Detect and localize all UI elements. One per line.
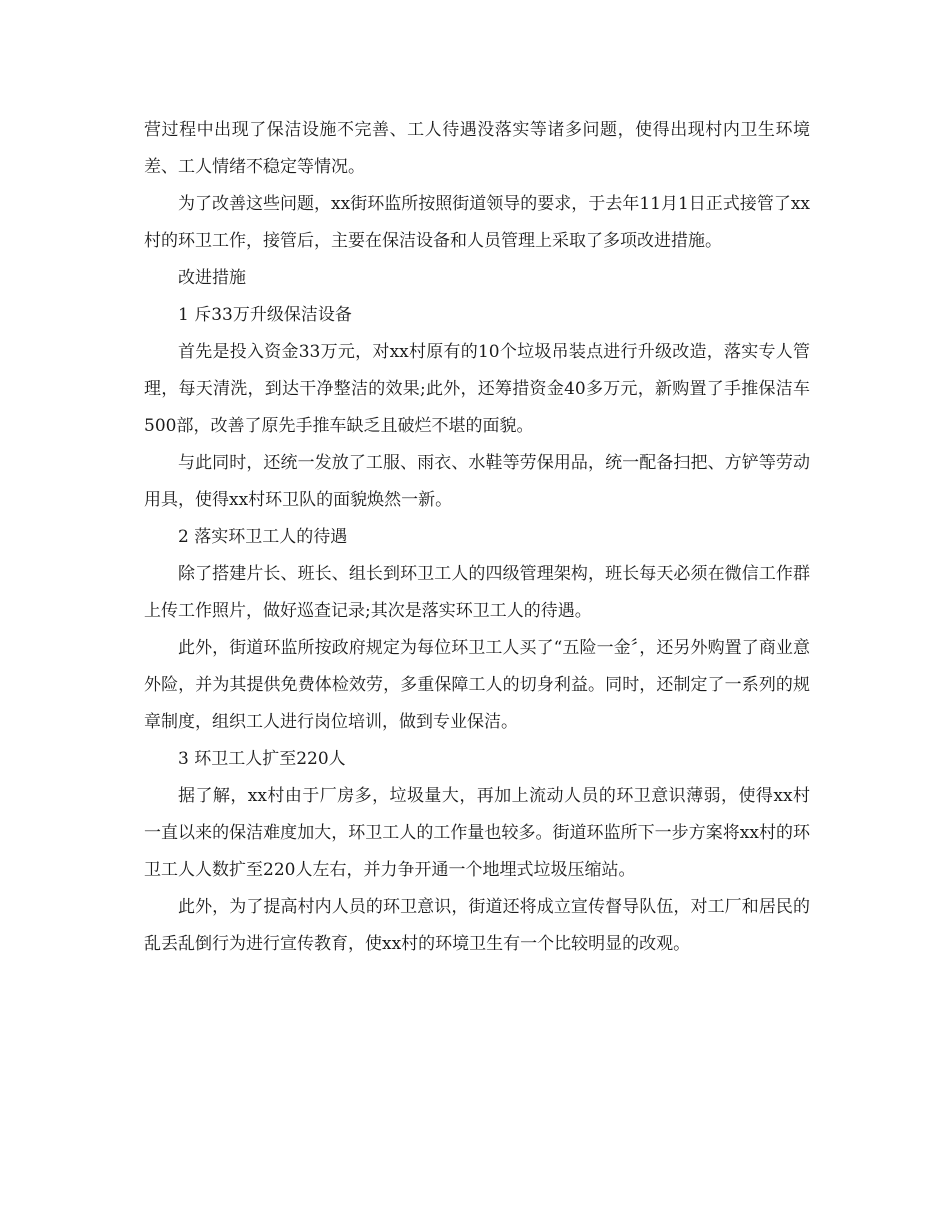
section-heading-1: 1 斥33万升级保洁设备 [178, 305, 352, 325]
paragraph-equipment-investment: 首先是投入资金33万元，对xx村原有的10个垃圾吊装点进行升级改造，落实专人管理，每天清洗，到达干净整洁的效果;此外，还筹措资金40多万元，新购置了手推保洁车500部，改善了原先手推车缺乏且破烂不堪的面貌。 [144, 342, 810, 436]
paragraph-1: 营过程中出现了保洁设施不完善、工人待遇没落实等诸多问题，使得出现村内卫生环境差、工人情绪不稳定等情况。 [144, 120, 810, 177]
paragraph-management: 除了搭建片长、班长、组长到环卫工人的四级管理架构，班长每天必须在微信工作群上传工作照片，做好巡查记录;其次是落实环卫工人的待遇。 [144, 564, 810, 621]
paragraph-awareness: 此外，为了提高村内人员的环卫意识，街道还将成立宣传督导队伍，对工厂和居民的乱丢乱倒行为进行宣传教育，使xx村的环境卫生有一个比较明显的改观。 [144, 897, 810, 954]
paragraph-insurance: 此外，街道环监所按政府规定为每位环卫工人买了“五险一金〞，还另外购置了商业意外险，并为其提供免费体检效劳，多重保障工人的切身利益。同时，还制定了一系列的规章制度，组织工人进行岗位培训，做到专业保洁。 [144, 638, 810, 732]
paragraph-supplies: 与此同时，还统一发放了工服、雨衣、水鞋等劳保用品，统一配备扫把、方铲等劳动用具，使得xx村环卫队的面貌焕然一新。 [144, 453, 810, 510]
section-heading-2: 2 落实环卫工人的待遇 [178, 527, 348, 547]
paragraph-2: 为了改善这些问题，xx街环监所按照街道领导的要求，于去年11月1日正式接管了xx村的环卫工作，接管后，主要在保洁设备和人员管理上采取了多项改进措施。 [144, 194, 810, 251]
paragraph-expansion: 据了解，xx村由于厂房多，垃圾量大，再加上流动人员的环卫意识薄弱，使得xx村一直以来的保洁难度加大，环卫工人的工作量也较多。街道环监所下一步方案将xx村的环卫工人人数扩至220人左右，并力争开通一个地埋式垃圾压缩站。 [144, 786, 810, 880]
section-heading-3: 3 环卫工人扩至220人 [178, 749, 346, 769]
document-body [144, 112, 810, 963]
section-heading-improvements: 改进措施 [178, 268, 246, 288]
